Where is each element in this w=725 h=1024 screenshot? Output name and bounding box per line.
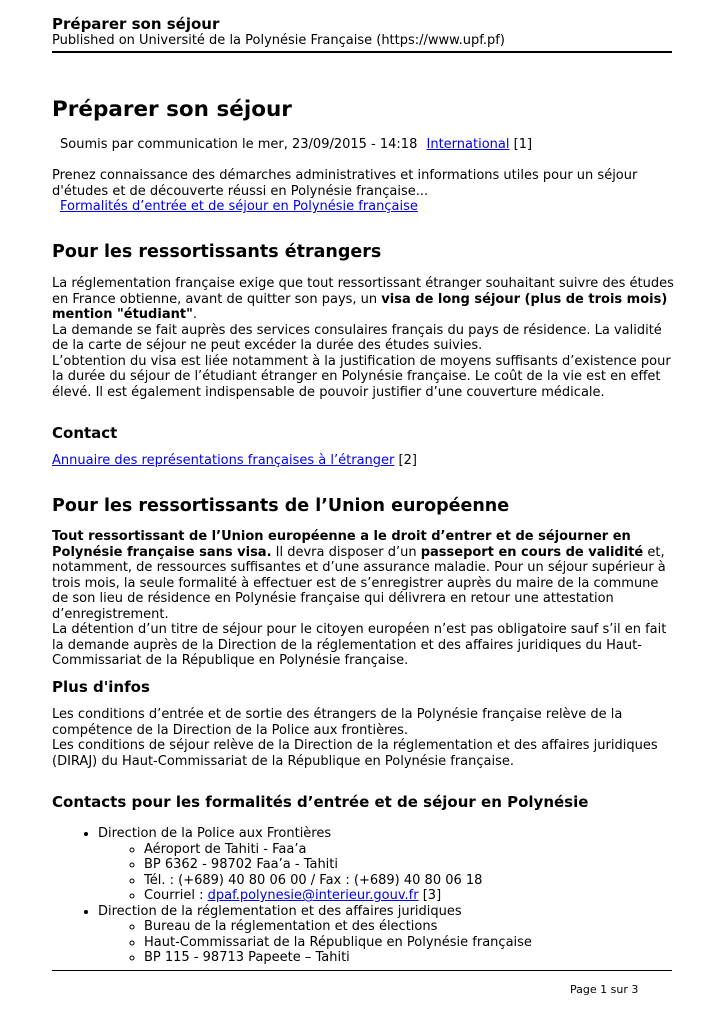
paf-email-link[interactable]: dpaf.polynesie@interieur.gouv.fr [207,888,419,903]
foreign-p2: La demande se fait auprès des services consulaires français du pays de résidence. La validité de la carte de séjour ne peut excéder la durée des études suivies. [52,322,662,353]
contacts-title: Contacts pour les formalités d’entrée et de séjour en Polynésie [52,793,589,811]
ref-1: [1] [513,137,533,152]
eu-p2: La détention d’un titre de séjour pour le citoyen européen n’est pas obligatoire sauf s’il en fait la demande auprès de la Direction de la réglementation et des affaires juridiques du Haut-Commissariat de la République en Polynésie française. [52,622,667,668]
mail-prefix: Courriel : [144,888,208,903]
eu-bold-2: passeport en cours de validité [420,544,644,560]
page-number: Page 1 sur 3 [570,983,639,996]
foreign-visa-bold: visa de long séjour (plus de trois mois) mention "étudiant" [52,291,668,322]
ref-3: [3] [422,888,442,903]
intro [52,168,674,215]
list-item: ◦ BP 115 - 98713 Papeete – Tahiti [144,950,668,966]
list-item: ◦ Tél. : (+689) 40 80 06 00 / Fax : (+689) 40 80 06 18 [144,873,668,889]
more-info-title: Plus d'infos [52,678,150,696]
tag-international-link[interactable]: International [426,137,510,152]
foreign-p1-text: La réglementation française exige que tout ressortissant étranger souhaitant suivre des études en France obtienne, avant de quitter son pays, un [52,276,674,307]
section-foreign-body [52,276,674,400]
header-title: Préparer son séjour [52,15,220,33]
section-eu-body [52,529,674,669]
page-title: Préparer son séjour [52,97,292,122]
header-published: Published on Université de la Polynésie Française (https://www.upf.pf) [52,33,505,48]
submitted-meta [60,137,682,153]
contact-line [52,453,674,469]
list-item: ◦ Bureau de la réglementation et des élections [144,919,668,935]
annuaire-link[interactable]: Annuaire des représentations françaises à l’étranger [52,453,395,468]
eu-p1 [52,529,674,622]
paf-label: Direction de la Police aux Frontières [98,826,332,841]
foreign-p1-end: . [192,307,197,322]
more-info-p1: Les conditions d’entrée et de sortie des étrangers de la Polynésie française relève de la compétence de la Direction de la Police aux frontières. [52,707,623,738]
intro-text: Prenez connaissance des démarches administratives et informations utiles pour un séjour d'études et de découverte réussi en Polynésie française... [52,168,638,199]
list-item-diraj [98,904,668,966]
more-info-body [52,707,674,769]
section-eu-title: Pour les ressortissants de l’Union européenne [52,496,510,516]
formalites-link[interactable]: Formalités d’entrée et de séjour en Polynésie française [60,199,418,214]
submitted-text: Soumis par communication le mer, 23/09/2015 - 14:18 [60,137,418,152]
header-divider [52,51,672,53]
footer-divider [52,970,672,971]
eu-bold-1: Tout ressortissant de l’Union européenne a le droit d’entrer et de séjourner en Polynésie française sans visa. [52,529,631,560]
list-item: ◦ Aéroport de Tahiti - Faa’a [144,842,668,858]
foreign-p3: L’obtention du visa est liée notamment à la justification de moyens suffisants d’existence pour la durée du séjour de l’étudiant étranger en Polynésie française. Le coût de la vie est en effet élevé. Il est également indispensable de pouvoir justifier d’une couverture médicale. [52,353,671,400]
list-item-paf [98,826,668,904]
more-info-p2: Les conditions de séjour relève de la Direction de la réglementation et des affaires juridiques (DIRAJ) du Haut-Commissariat de la République en Polynésie française. [52,738,658,769]
contacts-list [52,826,668,966]
list-item: ◦ Haut-Commissariat de la République en Polynésie française [144,935,668,951]
paf-sublist [98,842,668,904]
list-item-mail [144,888,668,904]
diraj-label: Direction de la réglementation et des affaires juridiques [98,903,462,919]
ref-2: [2] [398,453,417,468]
foreign-p1 [52,276,674,323]
eu-text-2: et, notamment, de ressources suffisantes et d’une assurance maladie. Pour un séjour supérieur à trois mois, la seule formalité à effectuer est de s’enregistrer auprès du maire de la commune de son lieu de résidence en Polynésie française qui délivrera en retour une attestation d’enregistrement. [52,544,666,622]
contact-title: Contact [52,424,118,442]
diraj-sublist [98,919,668,966]
eu-text-1: Il devra disposer d’un [271,544,421,560]
section-foreign-title: Pour les ressortissants étrangers [52,242,382,262]
list-item: ◦ BP 6362 - 98702 Faa’a - Tahiti [144,857,668,873]
